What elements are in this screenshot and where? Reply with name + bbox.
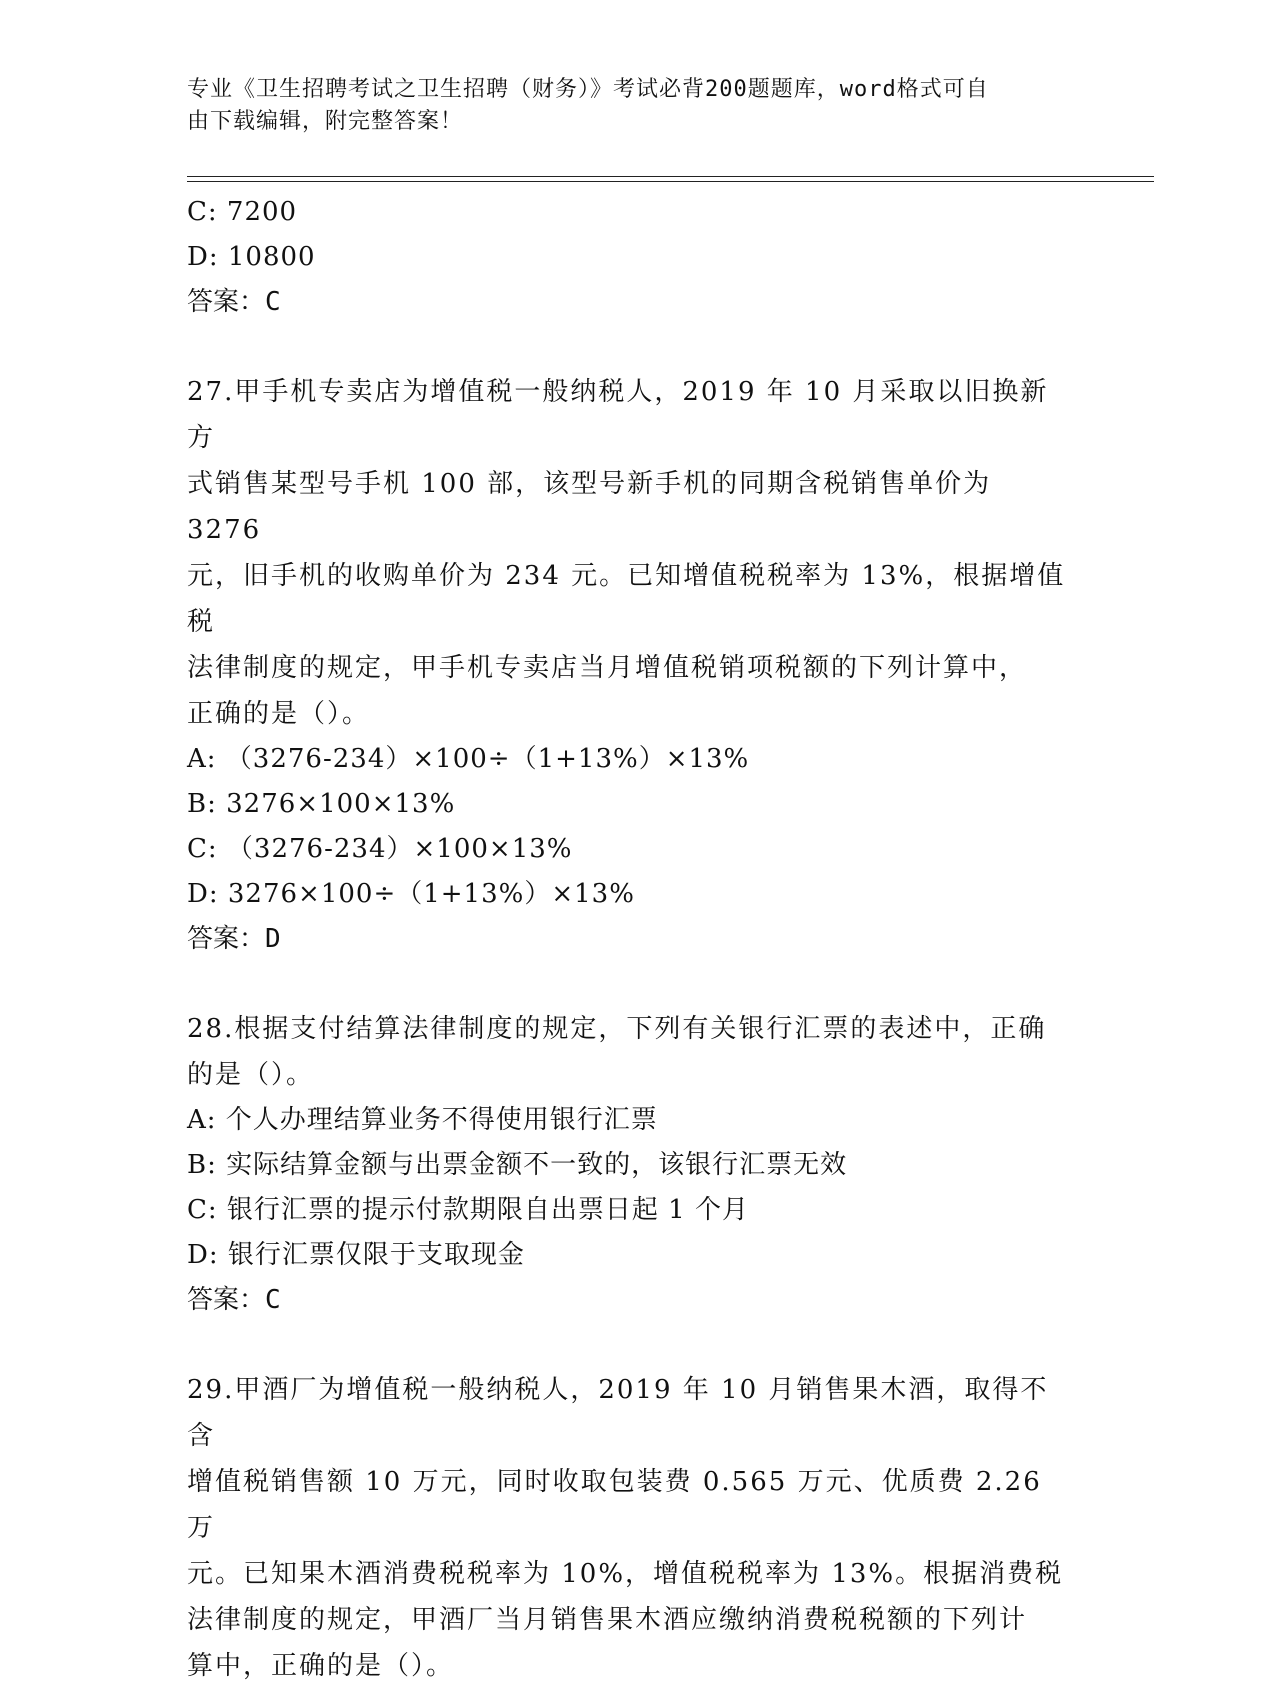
question-29: [187, 1367, 1087, 1689]
stem-line: 法律制度的规定，甲酒厂当月销售果木酒应缴纳消费税税额的下列计: [187, 1605, 1028, 1635]
option-c: C: 银行汇票的提示付款期限自出票日起 1 个月: [187, 1195, 749, 1225]
option-b: B: 3276×100×13%: [187, 789, 456, 819]
stem-line: 28.根据支付结算法律制度的规定，下列有关银行汇票的表述中，正确: [187, 1014, 1047, 1044]
option-d: D: 3276×100÷（1+13%）×13%: [187, 879, 635, 909]
spacer: [187, 1323, 1087, 1367]
document-header: [187, 74, 1087, 138]
question-stem: [187, 1006, 1067, 1098]
document-body: [187, 190, 1087, 1689]
option-c: C: （3276-234）×100×13%: [187, 834, 573, 864]
continued-question: [187, 190, 1087, 325]
option-d: D: 10800: [187, 242, 316, 272]
answer-line: 答案：C: [187, 1285, 281, 1315]
spacer: [187, 325, 1087, 369]
stem-line: 正确的是（）。: [187, 699, 371, 729]
stem-line: 29.甲酒厂为增值税一般纳税人，2019 年 10 月销售果木酒，取得不含: [187, 1375, 1049, 1451]
option-d: D: 银行汇票仅限于支取现金: [187, 1240, 525, 1270]
option-c: C: 7200: [187, 197, 298, 227]
stem-line: 27.甲手机专卖店为增值税一般纳税人，2019 年 10 月采取以旧换新方: [187, 377, 1049, 453]
stem-line: 的是（）。: [187, 1060, 315, 1090]
question-27: [187, 369, 1087, 962]
spacer: [187, 962, 1087, 1006]
stem-line: 法律制度的规定，甲手机专卖店当月增值税销项税额的下列计算中，: [187, 653, 1028, 683]
stem-line: 增值税销售额 10 万元，同时收取包装费 0.565 万元、优质费 2.26 万: [187, 1467, 1042, 1543]
option-a: A: （3276-234）×100÷（1+13%）×13%: [187, 744, 750, 774]
header-divider-top: [187, 176, 1154, 177]
option-b: B: 实际结算金额与出票金额不一致的，该银行汇票无效: [187, 1150, 848, 1180]
header-line-1: 专业《卫生招聘考试之卫生招聘（财务）》考试必背200题题库，word格式可自: [187, 77, 989, 102]
header-divider-bottom: [187, 181, 1154, 182]
header-line-2: 由下载编辑，附完整答案！: [187, 109, 464, 134]
stem-line: 算中，正确的是（）。: [187, 1651, 455, 1681]
question-stem: [187, 1367, 1067, 1689]
stem-line: 元，旧手机的收购单价为 234 元。已知增值税税率为 13%，根据增值税: [187, 561, 1066, 637]
stem-line: 式销售某型号手机 100 部，该型号新手机的同期含税销售单价为 3276: [187, 469, 992, 545]
answer-line: 答案：D: [187, 924, 281, 954]
answer-line: 答案：C: [187, 287, 281, 317]
question-stem: [187, 369, 1067, 737]
option-a: A: 个人办理结算业务不得使用银行汇票: [187, 1105, 658, 1135]
stem-line: 元。已知果木酒消费税税率为 10%，增值税税率为 13%。根据消费税: [187, 1559, 1064, 1589]
question-28: [187, 1006, 1087, 1323]
